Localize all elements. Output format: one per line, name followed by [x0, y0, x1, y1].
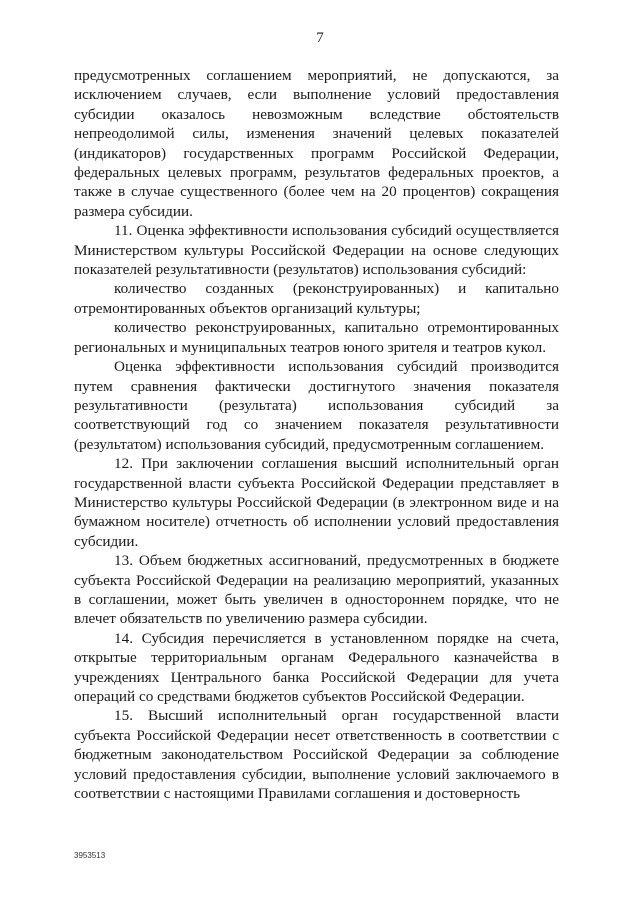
document-body	[74, 66, 559, 803]
paragraph-item-12: 12. При заключении соглашения высший исполнительный орган государственной власти субъекта Российской Федерации представляет в Министерство культуры Российской Федерации (в электронном виде и на бумажном носителе) отчетность об исполнении условий предоставления субсидии.	[74, 455, 559, 550]
paragraph-item-14: 14. Субсидия перечисляется в установленном порядке на счета, открытые территориальным органам Федерального казначейства в учреждениях Центрального банка Российской Федерации для учета операций со средствами бюджетов субъектов Российской Федерации.	[74, 629, 559, 705]
paragraph-item-13: 13. Объем бюджетных ассигнований, предусмотренных в бюджете субъекта Российской Федерации на реализацию мероприятий, указанных в соглашении, может быть увеличен в одностороннем порядке, что не влечет обязательств по увеличению размера субсидии.	[74, 552, 559, 628]
paragraph-item-11: 11. Оценка эффективности использования субсидий осуществляется Министерством культуры Российской Федерации на основе следующих показателей результативности (результатов) использования субсидий:	[74, 222, 559, 279]
paragraph-indicator-1: количество созданных (реконструированных) и капитально отремонтированных объектов организаций культуры;	[74, 280, 559, 317]
page-number: 7	[316, 30, 324, 46]
paragraph-indicator-2: количество реконструированных, капитально отремонтированных региональных и муниципальных театров юного зрителя и театров кукол.	[74, 319, 559, 356]
paragraph-item-15: 15. Высший исполнительный орган государственной власти субъекта Российской Федерации несет ответственность в соответствии с бюджетным законодательством Российской Федерации за соблюдение условий предоставления субсидии, выполнение условий заключаемого в соответствии с настоящими Правилами соглашения и достоверность	[74, 707, 559, 803]
document-code: 3953513	[74, 851, 106, 860]
paragraph-evaluation: Оценка эффективности использования субсидий производится путем сравнения фактически достигнутого значения показателя результативности (результата) использования субсидий за соответствующий год со значением показателя результативности (результатом) использования субсидий, предусмотренным соглашением.	[74, 358, 559, 453]
paragraph-continuation: предусмотренных соглашением мероприятий, не допускаются, за исключением случаев, если выполнение условий предоставления субсидии оказалось невозможным вследствие обстоятельств непреодолимой силы, изменения значений целевых показателей (индикаторов) государственных программ Российской Федерации, федеральных целевых программ, результатов федеральных проектов, а также в случае существенного (более чем на 20 процентов) сокращения размера субсидии.	[74, 67, 559, 220]
